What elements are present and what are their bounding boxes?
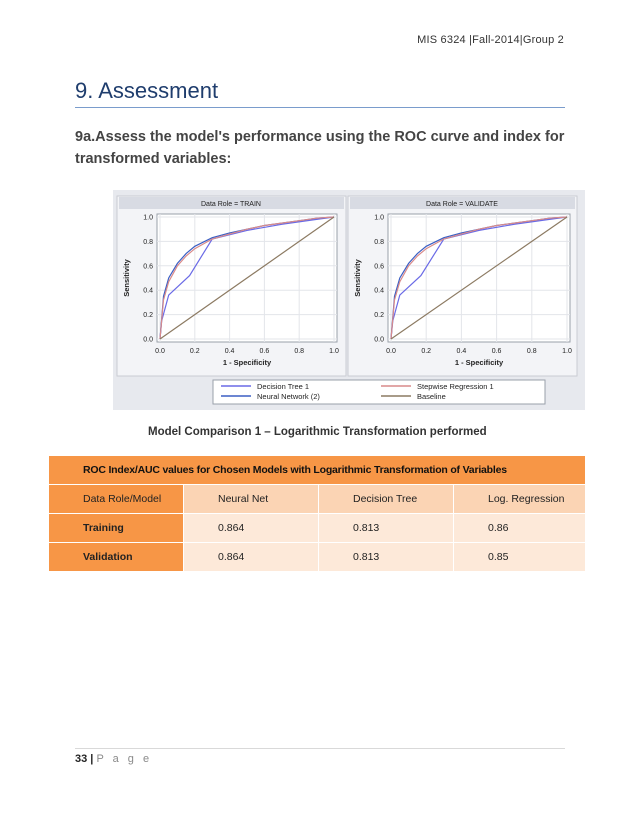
table-cell: 0.864: [184, 543, 319, 572]
x-tick-label: 0.8: [526, 348, 537, 355]
x-tick-label: 0.0: [386, 348, 396, 355]
table-cell: 0.85: [454, 543, 586, 572]
y-tick-label: 0.8: [374, 238, 384, 246]
panel-title: Data Role = TRAIN: [201, 201, 261, 208]
y-tick-label: 0.8: [143, 238, 153, 246]
column-header: Decision Tree: [319, 485, 454, 514]
y-tick-label: 1.0: [374, 214, 384, 222]
column-header: Data Role/Model: [49, 485, 184, 514]
x-tick-label: 1.0: [329, 348, 339, 355]
x-tick-label: 0.2: [189, 348, 200, 355]
page-footer: [75, 753, 152, 765]
x-axis-label: 1 - Specificity: [454, 358, 504, 367]
table-cell: 0.864: [184, 514, 319, 543]
x-tick-label: 0.2: [421, 348, 432, 355]
table-row: [49, 543, 586, 572]
legend-label: Baseline: [417, 392, 446, 401]
y-tick-label: 0.0: [143, 336, 153, 344]
header-course-info: MIS 6324 |Fall-2014|Group 2: [417, 34, 564, 46]
y-tick-label: 0.6: [374, 263, 384, 271]
table-cell: Validation: [49, 543, 184, 572]
roc-chart-svg: [113, 190, 585, 410]
y-tick-label: 0.4: [143, 287, 153, 295]
y-tick-label: 0.4: [374, 287, 384, 295]
x-axis-label: 1 - Specificity: [222, 358, 272, 367]
y-axis-label: Sensitivity: [353, 259, 362, 297]
legend-label: Neural Network (2): [257, 392, 320, 401]
page-label: P a g e: [96, 753, 153, 765]
table-cell: 0.813: [319, 543, 454, 572]
roc-chart-figure: [113, 190, 585, 410]
x-tick-label: 0.6: [259, 348, 270, 355]
subheading: 9a.Assess the model's performance using the ROC curve and index for transformed variables:: [75, 129, 565, 167]
table-row: [49, 514, 586, 543]
auc-table: [48, 455, 586, 572]
x-tick-label: 0.4: [224, 348, 235, 355]
section-title: 9. Assessment: [75, 78, 219, 103]
y-tick-label: 0.6: [143, 263, 153, 271]
y-tick-label: 1.0: [143, 214, 153, 222]
column-header: Neural Net: [184, 485, 319, 514]
x-tick-label: 1.0: [562, 348, 572, 355]
y-tick-label: 0.2: [374, 312, 384, 320]
x-tick-label: 0.4: [456, 348, 467, 355]
page-number: 33 |: [75, 753, 94, 765]
y-axis-label: Sensitivity: [122, 259, 131, 297]
x-tick-label: 0.8: [294, 348, 305, 355]
table-cell: Training: [49, 514, 184, 543]
figure-caption: Model Comparison 1 – Logarithmic Transformation performed: [148, 426, 487, 438]
y-tick-label: 0.2: [143, 312, 153, 320]
footer-rule: [75, 748, 565, 749]
table-title: ROC Index/AUC values for Chosen Models with Logarithmic Transformation of Variables: [49, 456, 586, 485]
table-header-row: [49, 485, 586, 514]
x-tick-label: 0.6: [491, 348, 502, 355]
legend-label: Stepwise Regression 1: [417, 382, 494, 391]
table-cell: 0.813: [319, 514, 454, 543]
title-underline: [75, 107, 565, 108]
legend-label: Decision Tree 1: [257, 382, 310, 391]
y-tick-label: 0.0: [374, 336, 384, 344]
column-header: Log. Regression: [454, 485, 586, 514]
table-title-row: [49, 456, 586, 485]
table-cell: 0.86: [454, 514, 586, 543]
x-tick-label: 0.0: [155, 348, 165, 355]
panel-title: Data Role = VALIDATE: [426, 201, 498, 208]
